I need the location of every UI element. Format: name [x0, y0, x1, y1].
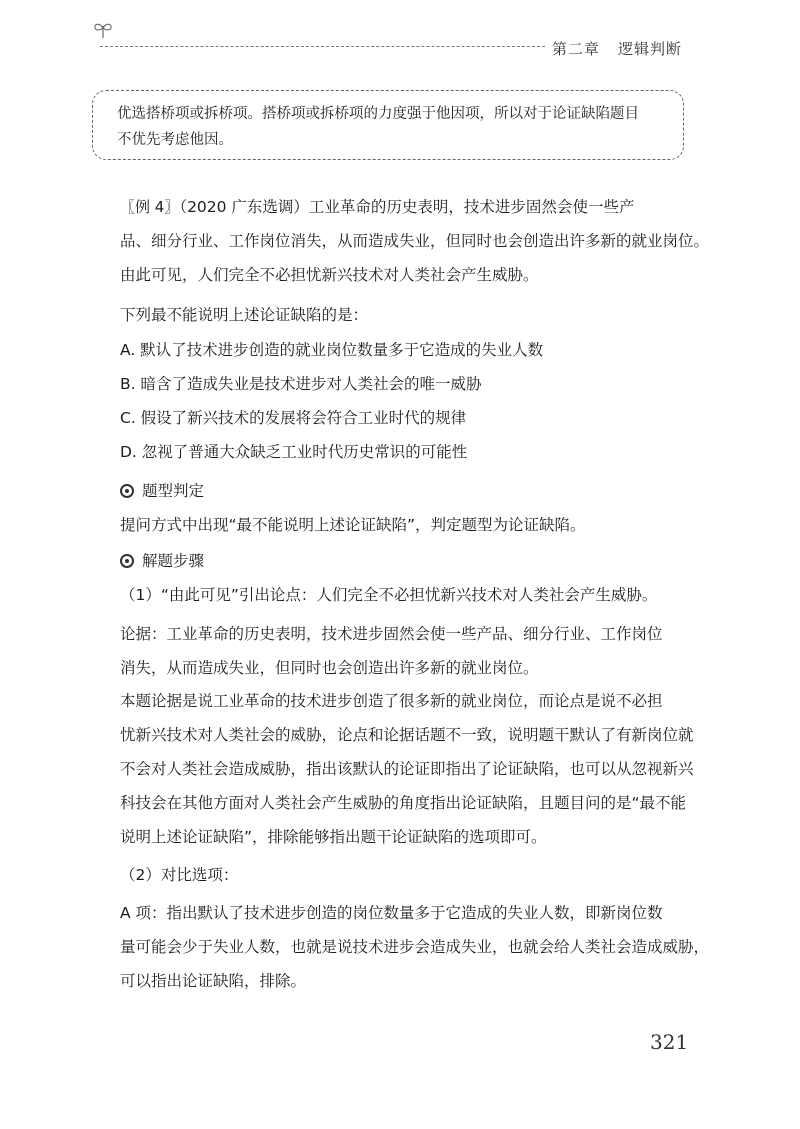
example-line: 由此可见，人们完全不必担忧新兴技术对人类社会产生威胁。 [120, 266, 539, 284]
header-divider [100, 46, 545, 47]
analysis-line: 不会对人类社会造成威胁，指出该默认的论证即指出了论证缺陷，也可以从忽视新兴 [120, 760, 694, 778]
option-a-line: A 项：指出默认了技术进步创造的岗位数量多于它造成的失业人数，即新岗位数 [120, 904, 663, 922]
example-line: 品、细分行业、工作岗位消失，从而造成失业，但同时也会创造出许多新的就业岗位。 [120, 232, 710, 250]
option-a-analysis [120, 896, 710, 998]
leaf-ornament-icon [92, 20, 114, 40]
analysis-paragraph [120, 684, 695, 854]
analysis-line: 忧新兴技术对人类社会的威胁，论点和论据话题不一致，说明题干默认了有新岗位就 [120, 726, 694, 744]
option-a-line: 量可能会少于失业人数，也就是说技术进步会造成失业，也就会给人类社会造成威胁， [120, 938, 710, 956]
solve-section-heading [120, 544, 695, 578]
chapter-header [552, 38, 682, 59]
question-stem: 下列最不能说明上述论证缺陷的是： [120, 306, 369, 324]
analysis-line: 本题论据是说工业革命的技术进步创造了很多新的就业岗位，而论点是说不必担 [120, 692, 663, 710]
analysis-line: 说明上述论证缺陷”，排除能够指出题干论证缺陷的选项即可。 [120, 828, 547, 846]
section-title: 题型判定 [142, 482, 205, 500]
section-title: 解题步骤 [142, 552, 205, 570]
example-tag: 〖例 4〗 [120, 198, 180, 216]
option-d: D. 忽视了普通大众缺乏工业时代历史常识的可能性 [120, 443, 468, 461]
section-bullet-icon [120, 554, 134, 568]
step-2: （2）对比选项： [120, 866, 239, 884]
option-b: B. 暗含了造成失业是技术进步对人类社会的唯一威胁 [120, 375, 482, 393]
evidence-line: 消失，从而造成失业，但同时也会创造出许多新的就业岗位。 [120, 659, 539, 677]
tip-line: 不优先考虑他因。 [117, 132, 233, 148]
type-section-text: 提问方式中出现“最不能说明上述论证缺陷”，判定题型为论证缺陷。 [120, 516, 586, 534]
section-bullet-icon [120, 484, 134, 498]
option-c: C. 假设了新兴技术的发展将会符合工业时代的规律 [120, 409, 467, 427]
chapter-label: 第二章 [552, 40, 601, 58]
evidence-paragraph [120, 617, 695, 685]
option-a-line: 可以指出论证缺陷，排除。 [120, 972, 307, 990]
example-line: （2020 广东选调）工业革命的历史表明，技术进步固然会使一些产 [179, 198, 635, 216]
step-1: （1）“由此可见”引出论点：人们完全不必担忧新兴技术对人类社会产生威胁。 [120, 586, 658, 604]
option-a: A. 默认了技术进步创造的就业岗位数量多于它造成的失业人数 [120, 341, 544, 359]
evidence-line: 论据：工业革命的历史表明，技术进步固然会使一些产品、细分行业、工作岗位 [120, 625, 663, 643]
tip-line: 优选搭桥项或拆桥项。搭桥项或拆桥项的力度强于他因项，所以对于论证缺陷题目 [117, 106, 639, 122]
tip-box [92, 90, 684, 160]
analysis-line: 科技会在其他方面对人类社会产生威胁的角度指出论证缺陷，且题目问的是“最不能 [120, 794, 687, 812]
chapter-title: 逻辑判断 [618, 40, 683, 58]
type-section-heading [120, 474, 695, 508]
option-list [120, 333, 695, 469]
example-stem [120, 190, 710, 292]
page-number: 321 [650, 1030, 689, 1054]
